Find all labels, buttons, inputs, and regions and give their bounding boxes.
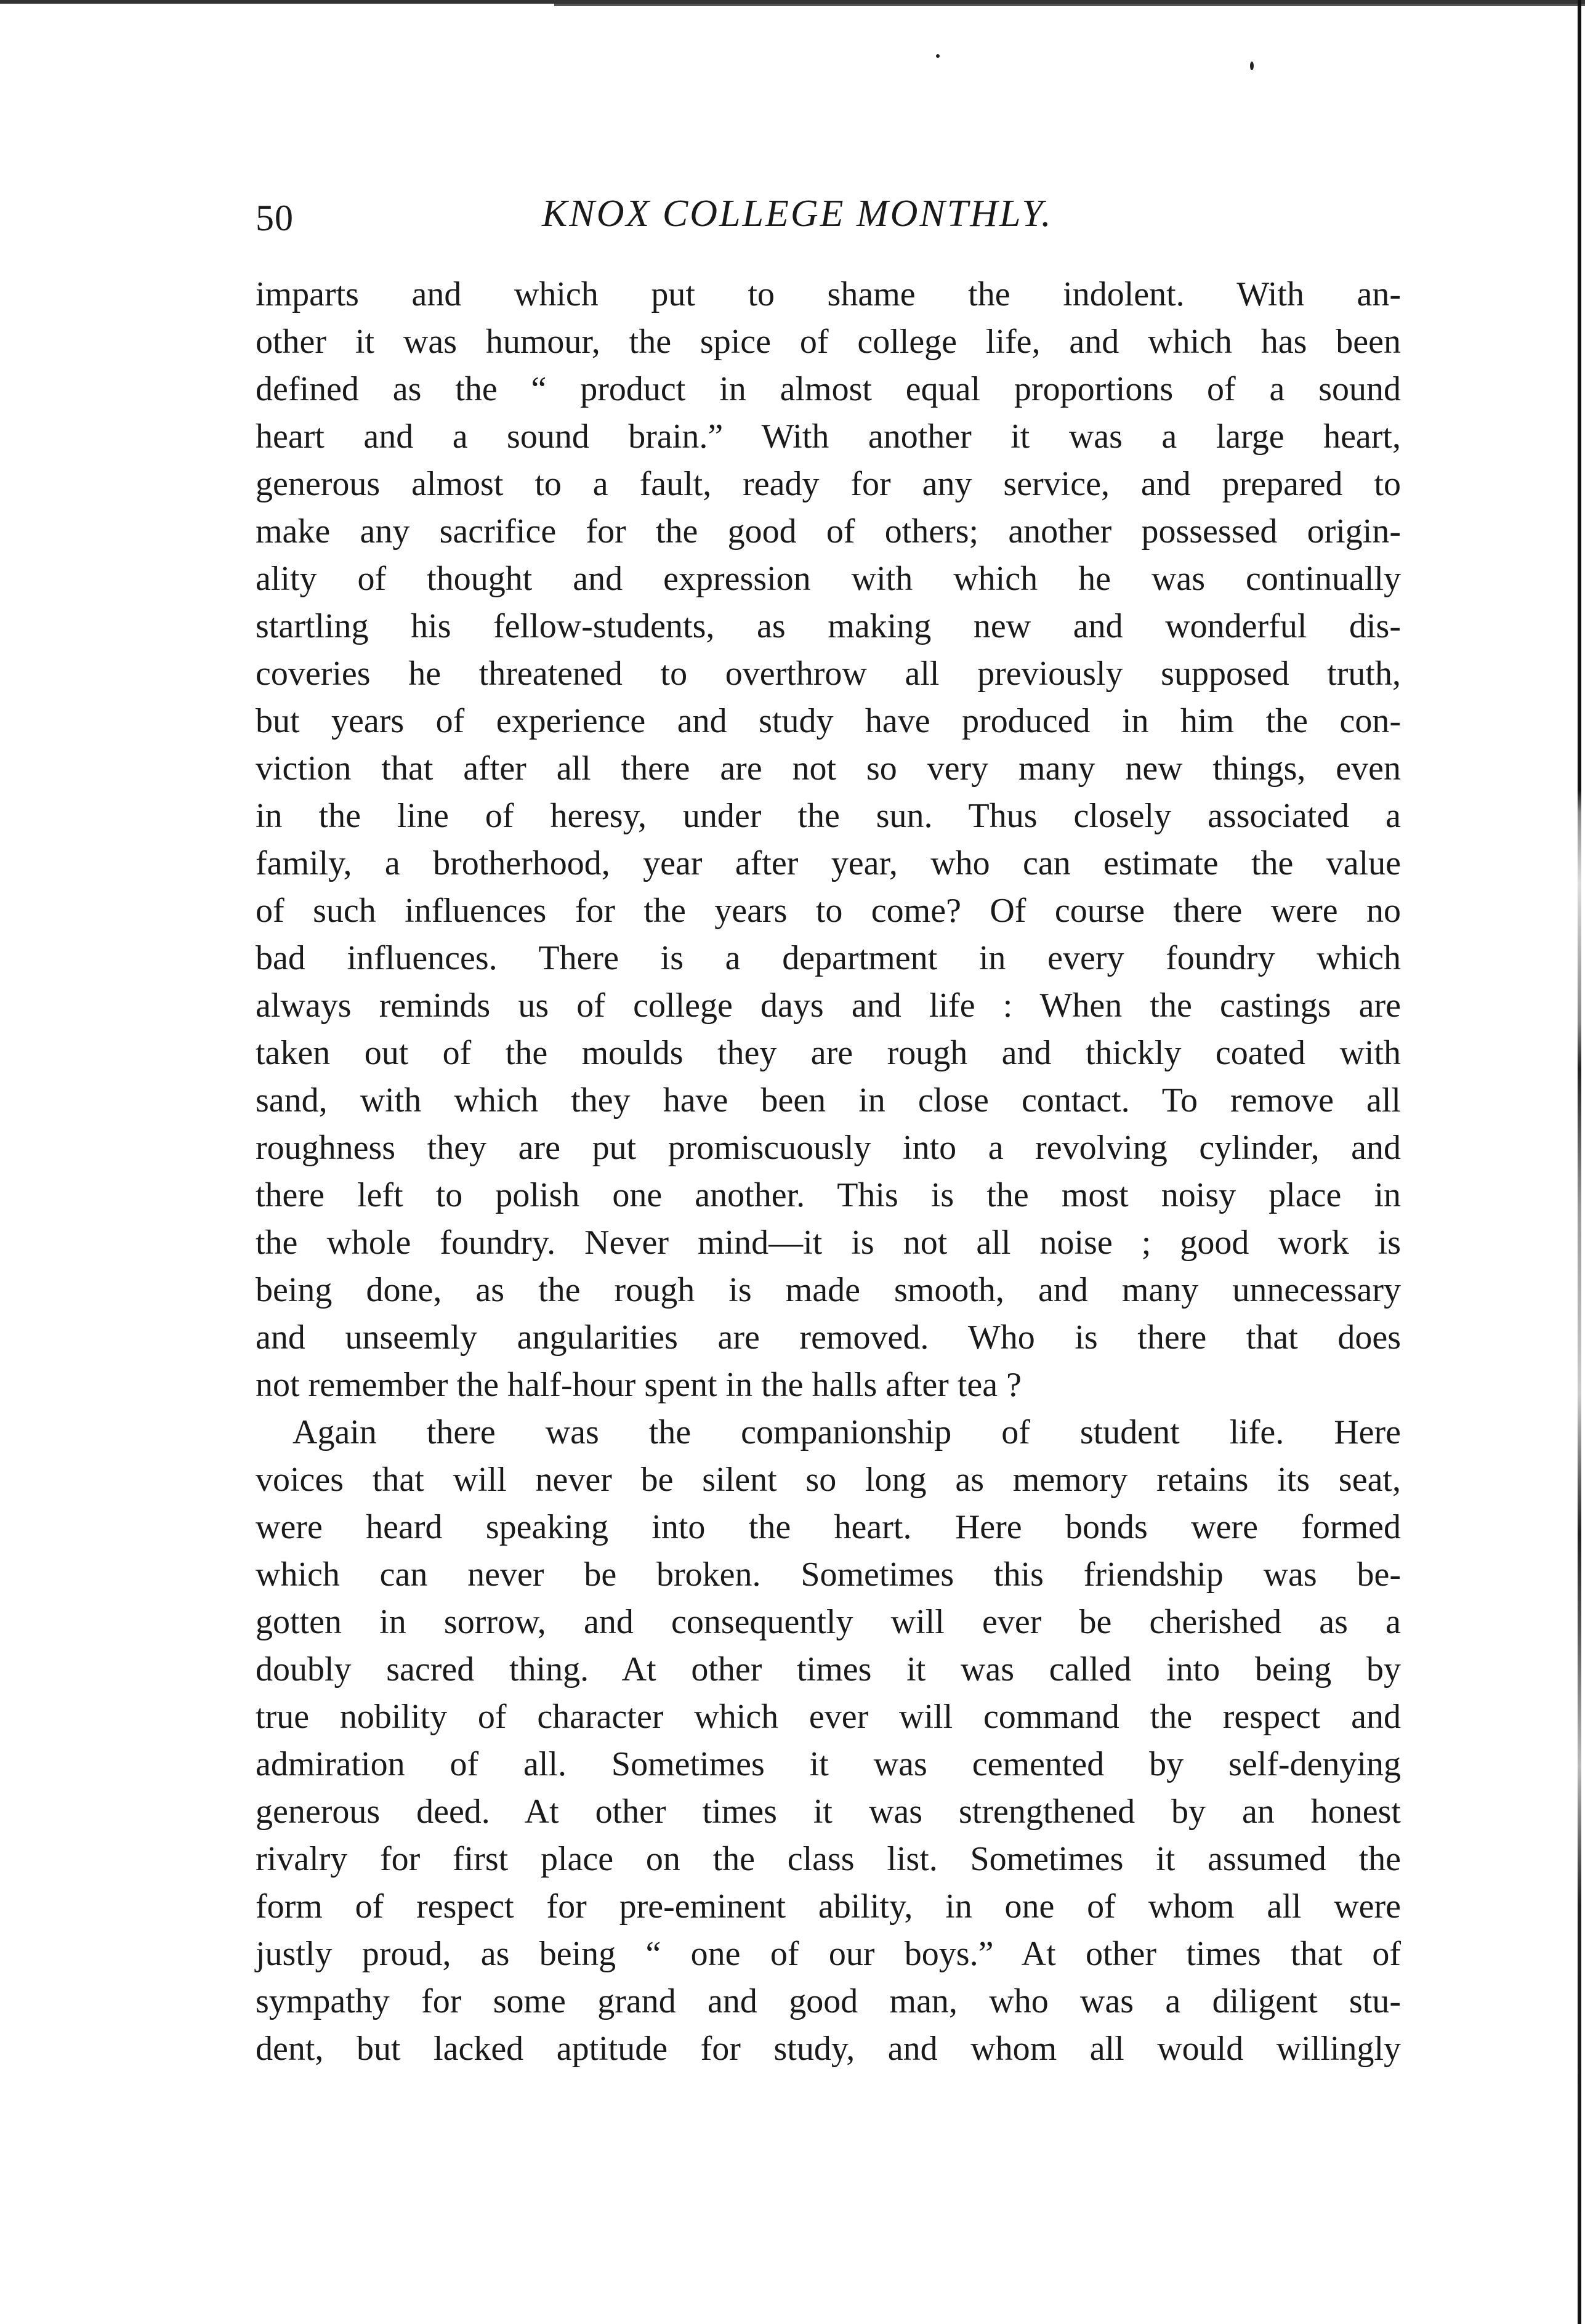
text-line: of such influences for the years to come? Of course there were no — [256, 892, 1401, 930]
text-line: dent, but lacked aptitude for study, and whom all would willingly — [256, 2030, 1401, 2068]
text-line: defined as the “ product in almost equal proportions of a sound — [256, 370, 1401, 408]
page-number: 50 — [256, 198, 294, 238]
text-line: roughness they are put promiscuously into a revolving cylinder, and — [256, 1129, 1401, 1167]
text-line: and unseemly angularities are removed. Who is there that does — [256, 1318, 1401, 1357]
text-line: doubly sacred thing. At other times it was called into being by — [256, 1650, 1401, 1689]
scan-speck — [936, 54, 940, 58]
text-line: in the line of heresy, under the sun. Thus closely associated a — [256, 797, 1401, 835]
text-line: generous deed. At other times it was strengthened by an honest — [256, 1793, 1401, 1831]
text-line: family, a brotherhood, year after year, who can estimate the value — [256, 844, 1401, 882]
text-line: coveries he threatened to overthrow all previously supposed truth, — [256, 655, 1401, 693]
scan-top-rule — [0, 0, 1585, 4]
text-line: the whole foundry. Never mind—it is not all noise ; good work is — [256, 1224, 1401, 1262]
text-line: which can never be broken. Sometimes this friendship was be- — [256, 1555, 1401, 1594]
text-line: gotten in sorrow, and consequently will ever be cherished as a — [256, 1603, 1401, 1641]
text-line: make any sacrifice for the good of others; another possessed origin- — [256, 512, 1401, 551]
text-line: not remember the half-hour spent in the halls after tea ? — [256, 1366, 1022, 1404]
text-line: Again there was the companionship of student life. Here — [292, 1413, 1401, 1451]
text-line: rivalry for first place on the class list. Sometimes it assumed the — [256, 1840, 1401, 1878]
text-line: there left to polish one another. This is the most noisy place in — [256, 1176, 1401, 1214]
running-head: KNOX COLLEGE MONTHLY. — [542, 193, 1053, 235]
paragraph — [256, 271, 1401, 1409]
text-line: heart and a sound brain.” With another it was a large heart, — [256, 418, 1401, 456]
text-line: startling his fellow-students, as making new and wonderful dis- — [256, 607, 1401, 645]
scan-speck — [1250, 62, 1254, 70]
article-body — [256, 271, 1401, 2073]
text-line: bad influences. There is a department in every foundry which — [256, 939, 1401, 977]
text-line: viction that after all there are not so very many new things, even — [256, 749, 1401, 788]
text-line: being done, as the rough is made smooth, and many unnecessary — [256, 1271, 1401, 1309]
text-line: form of respect for pre-eminent ability, in one of whom all were — [256, 1887, 1401, 1926]
paragraph — [256, 1409, 1401, 2073]
text-line: but years of experience and study have produced in him the con- — [256, 702, 1401, 740]
text-line: ality of thought and expression with which he was continually — [256, 560, 1401, 598]
text-line: justly proud, as being “ one of our boys.” At other times that of — [256, 1935, 1401, 1973]
scan-right-edge — [1578, 0, 1581, 2324]
text-line: voices that will never be silent so long as memory retains its seat, — [256, 1461, 1401, 1499]
text-line: admiration of all. Sometimes it was cemented by self-denying — [256, 1745, 1401, 1783]
text-line: sympathy for some grand and good man, who was a diligent stu- — [256, 1982, 1401, 2020]
text-line: sand, with which they have been in close contact. To remove all — [256, 1081, 1401, 1120]
text-line: always reminds us of college days and life : When the castings are — [256, 986, 1401, 1025]
page-header — [0, 185, 1585, 252]
text-line: generous almost to a fault, ready for any service, and prepared to — [256, 465, 1401, 503]
text-line: true nobility of character which ever will command the respect and — [256, 1698, 1401, 1736]
text-line: were heard speaking into the heart. Here bonds were formed — [256, 1508, 1401, 1546]
text-line: imparts and which put to shame the indolent. With an- — [256, 275, 1401, 313]
text-line: other it was humour, the spice of college life, and which has been — [256, 323, 1401, 361]
text-line: taken out of the moulds they are rough and thickly coated with — [256, 1034, 1401, 1072]
